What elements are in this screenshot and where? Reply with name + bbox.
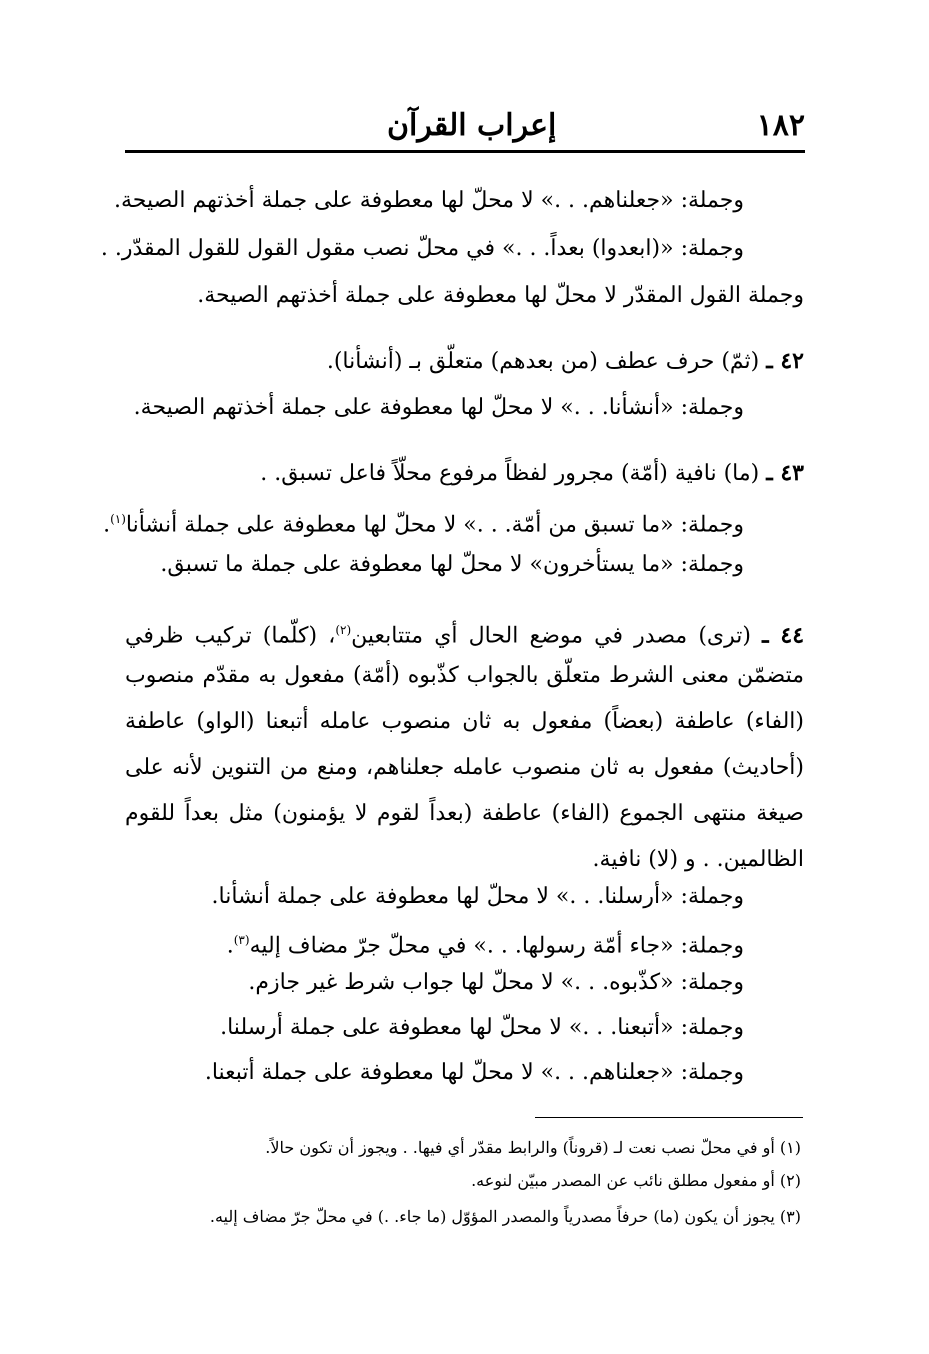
sub-text-end: . bbox=[103, 512, 111, 538]
item-number: ٤٢ ـ bbox=[766, 348, 804, 374]
body-line: وجملة: «أتبعنا. . .» لا محلّ لها معطوفة على جملة أرسلنا. bbox=[220, 1015, 744, 1040]
item-text: ، (كلّما) تركيب ظرفي bbox=[125, 623, 336, 649]
item-43 bbox=[260, 458, 804, 489]
item-44 bbox=[125, 615, 804, 651]
body-line: (أحاديث) مفعول به ثان منصوب عامله جعلناهم، ومنع من التنوين لأنه على bbox=[125, 755, 804, 780]
footnote-ref: (٣) bbox=[233, 933, 250, 947]
footnote-1: (١) أو في محلّ نصب نعت لـ (قروناً) والرابط مقدّر أي فيها. . ويجوز أن تكون حالاً. bbox=[265, 1138, 801, 1157]
body-line: وجملة: «ما يستأخرون» لا محلّ لها معطوفة على جملة ما تسبق. bbox=[160, 552, 744, 577]
body-line bbox=[103, 504, 744, 540]
body-line: وجملة: «أنشأنا. . .» لا محلّ لها معطوفة على جملة أخذتهم الصيحة. bbox=[133, 395, 744, 420]
footnote-ref: (١) bbox=[110, 512, 126, 526]
item-number: ٤٤ ـ bbox=[762, 622, 805, 649]
item-text: (ثمّ) حرف عطف (من بعدهم) متعلّق بـ (أنشأنا). bbox=[326, 349, 767, 374]
body-line: وجملة: «جعلناهم. . .» لا محلّ لها معطوفة على جملة أتبعنا. bbox=[204, 1060, 744, 1085]
item-text: (ترى) مصدر في موضع الحال أي متتابعين bbox=[351, 623, 763, 649]
body-line bbox=[227, 925, 744, 961]
sub-text: وجملة: «ما تسبق من أمّة. . .» لا محلّ لها معطوفة على جملة أنشأنا bbox=[125, 512, 744, 538]
body-line: وجملة: «(ابعدوا) بعداً. . .» في محلّ نصب مقول القول للقول المقدّر. . bbox=[100, 236, 744, 261]
page-header bbox=[125, 104, 805, 153]
footnote-3: (٣) يجوز أن يكون (ما) حرفاً مصدرياً والمصدر المؤوّل (ما جاء. .) في محلّ جرّ مضاف إليه. bbox=[209, 1207, 801, 1226]
sub-text-end: . bbox=[226, 933, 234, 959]
sub-text: وجملة: «جاء أمّة رسولها. . .» في محلّ جرّ مضاف إليه bbox=[249, 933, 744, 959]
item-42 bbox=[327, 346, 804, 377]
page-number: ١٨٢ bbox=[756, 108, 805, 143]
body-line: صيغة منتهى الجموع (الفاء) عاطفة (بعداً لقوم لا يؤمنون) مثل بعداً للقوم bbox=[125, 801, 804, 826]
body-line: وجملة القول المقدّر لا محلّ لها معطوفة على جملة أخذتهم الصيحة. bbox=[197, 283, 804, 308]
body-line: وجملة: «كذّبوه. . .» لا محلّ لها جواب شرط غير جازم. bbox=[248, 970, 744, 995]
item-text: (ما) نافية (أمّة) مجرور لفظاً مرفوع محلّاً فاعل تسبق. . bbox=[260, 461, 767, 486]
footnote-ref: (٢) bbox=[335, 623, 352, 637]
item-number: ٤٣ ـ bbox=[766, 460, 804, 486]
body-line: وجملة: «جعلناهم. . .» لا محلّ لها معطوفة على جملة أخذتهم الصيحة. bbox=[113, 188, 744, 213]
body-line: وجملة: «أرسلنا. . .» لا محلّ لها معطوفة على جملة أنشأنا. bbox=[211, 884, 744, 909]
footnote-divider bbox=[535, 1117, 803, 1118]
body-line: (الفاء) عاطفة (بعضاً) مفعول به ثان منصوب عامله أتبعنا (الواو) عاطفة bbox=[125, 709, 804, 734]
body-line: متضمّن معنى الشرط متعلّق بالجواب كذّبوه (أمّة) مفعول به مقدّم منصوب bbox=[125, 663, 804, 688]
running-title: إعراب القرآن bbox=[387, 108, 557, 143]
footnote-2: (٢) أو مفعول مطلق نائب عن المصدر مبيّن لنوعه. bbox=[471, 1171, 801, 1190]
body-line: الظالمين. . و (لا) نافية. bbox=[592, 847, 804, 872]
